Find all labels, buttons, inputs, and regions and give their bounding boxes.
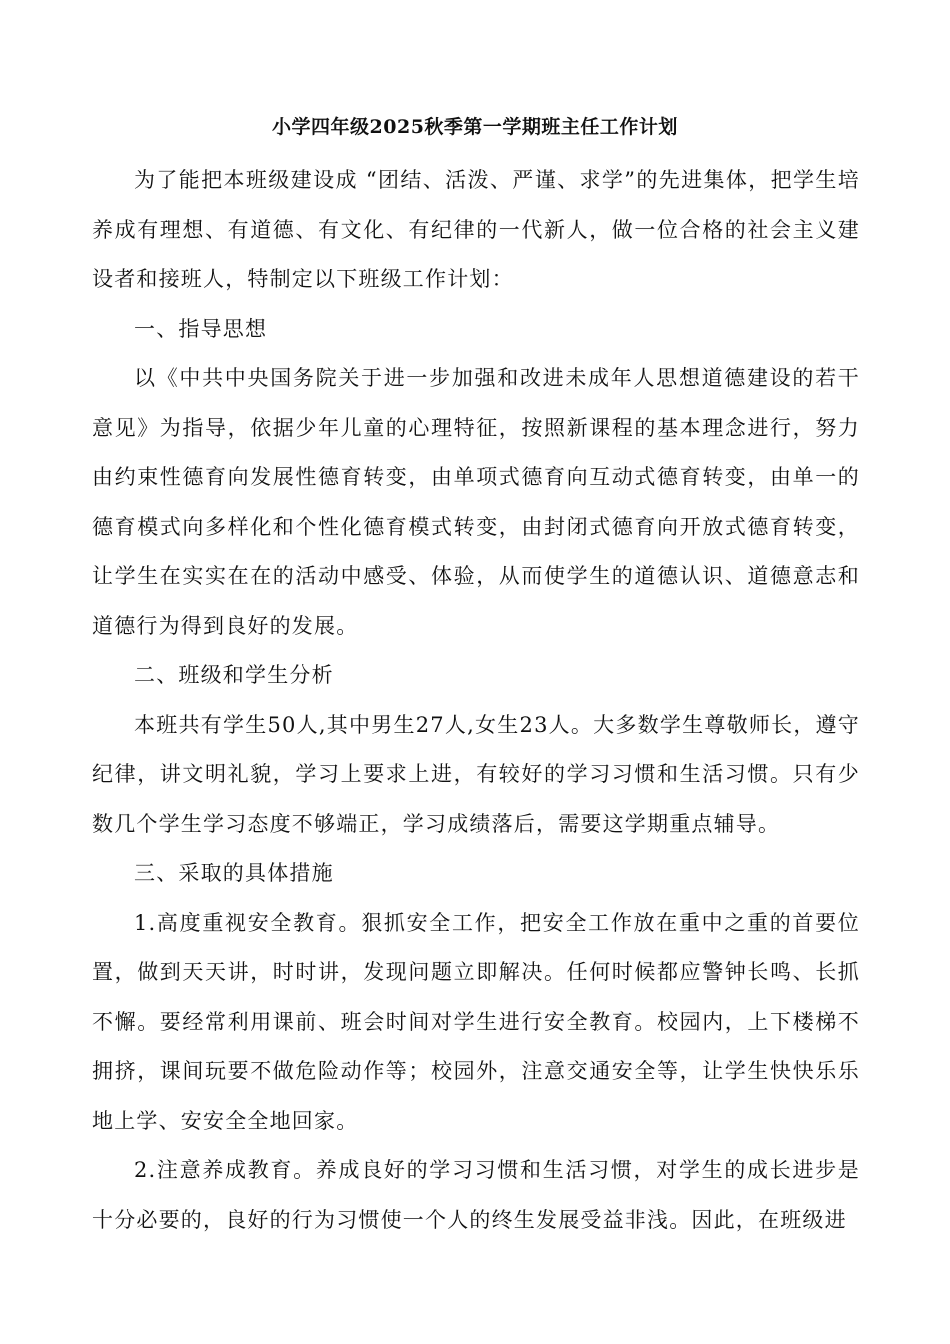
section-heading-measures: 三、采取的具体措施: [134, 861, 334, 885]
intro-paragraph: 为了能把本班级建设成 “团结、活泼、严谨、求学”的先进集体，把学生培养成有理想、有道德、有文化、有纪律的一代新人，做一位合格的社会主义建设者和接班人，特制定以下班级工作计划：: [92, 168, 860, 291]
class-analysis-paragraph: 本班共有学生50人,其中男生27人,女生23人。大多数学生尊敬师长，遵守纪律，讲文明礼貌，学习上要求上进，有较好的学习习惯和生活习惯。只有少数几个学生学习态度不够端正，学习成绩落后，需要这学期重点辅导。: [92, 712, 860, 836]
section-heading-class-analysis: 二、班级和学生分析: [134, 663, 334, 687]
guiding-thought-paragraph: 以《中共中央国务院关于进一步加强和改进未成年人思想道德建设的若干意见》为指导，依据少年儿童的心理特征，按照新课程的基本理念进行，努力由约束性德育向发展性德育转变，由单项式德育向互动式德育转变，由单一的德育模式向多样化和个性化德育模式转变，由封闭式德育向开放式德育转变，让学生在实实在在的活动中感受、体验，从而使学生的道德认识、道德意志和道德行为得到良好的发展。: [92, 366, 860, 638]
document-title: 小学四年级2025秋季第一学期班主任工作计划: [272, 116, 678, 138]
measure-2-paragraph: 2.注意养成教育。养成良好的学习习惯和生活习惯，对学生的成长进步是十分必要的，良好的行为习惯使一个人的终生发展受益非浅。因此，在班级进: [92, 1158, 860, 1232]
measure-1-paragraph: 1.高度重视安全教育。狠抓安全工作，把安全工作放在重中之重的首要位置，做到天天讲，时时讲，发现问题立即解决。任何时候都应警钟长鸣、长抓不懈。要经常利用课前、班会时间对学生进行安全教育。校园内，上下楼梯不拥挤，课间玩要不做危险动作等；校园外，注意交通安全等，让学生快快乐乐地上学、安安全全地回家。: [92, 910, 860, 1133]
document-body: [92, 156, 860, 1245]
section-heading-guiding-thought: 一、指导思想: [134, 316, 268, 341]
